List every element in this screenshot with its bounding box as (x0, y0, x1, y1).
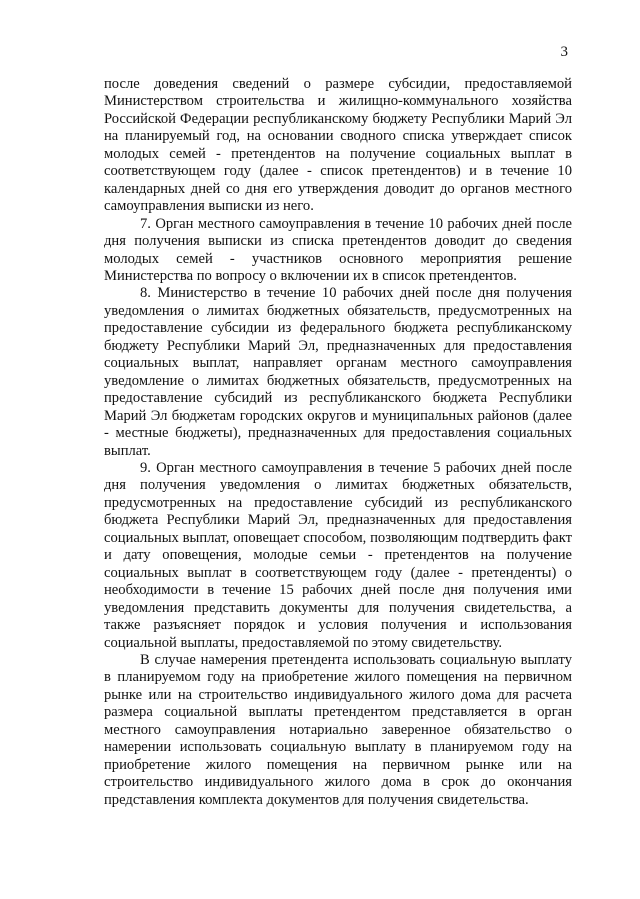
page-number: 3 (560, 44, 568, 60)
paragraph-intent-clause: В случае намерения претендента использовать социальную выплату в планируемом году на приобретение жилого помещения на первичном рынке или на строительство индивидуального жилого дома для расчета размера социальной выплаты претендентом представляется в орган местного самоуправления нотариально заверенное обязательство о намерении использовать социальную выплату в планируемом году на приобретение жилого помещения на первичном рынке или на строительство индивидуального жилого дома в срок до окончания представления комплекта документов для получения свидетельства. (104, 651, 572, 808)
document-body (104, 76, 572, 809)
paragraph-item-9: 9. Орган местного самоуправления в течение 5 рабочих дней после дня получения уведомления о лимитах бюджетных обязательств, предусмотренных на предоставление субсидий из республиканского бюджета Республики Марий Эл, предназначенных для предоставления социальных выплат, оповещает способом, позволяющим подтвердить факт и дату оповещения, молодые семьи - претендентов на получение социальных выплат в соответствующем году (далее - претенденты) о необходимости в течение 15 рабочих дней после дня получения ими уведомления представить документы для получения свидетельства, а также разъясняет порядок и условия получения и использования социальной выплаты, предоставляемой по этому свидетельству. (104, 459, 572, 651)
paragraph-continuation: после доведения сведений о размере субсидии, предоставляемой Министерством строительства и жилищно-коммунального хозяйства Российской Федерации республиканскому бюджету Республики Марий Эл на планируемый год, на основании сводного списка утверждает список молодых семей - претендентов на получение социальных выплат в соответствующем году (далее - список претендентов) и в течение 10 календарных дней со дня его утверждения доводит до органов местного самоуправления выписки из него. (104, 76, 572, 215)
paragraph-item-8: 8. Министерство в течение 10 рабочих дней после дня получения уведомления о лимитах бюджетных обязательств, предусмотренных на предоставление субсидии из федерального бюджета республиканскому бюджету Республики Марий Эл, предназначенных для предоставления социальных выплат, направляет органам местного самоуправления уведомление о лимитах бюджетных обязательств, предусмотренных на предоставление субсидий из республиканского бюджета Республики Марий Эл бюджетам городских округов и муниципальных районов (далее - местные бюджеты), предназначенных для предоставления социальных выплат. (104, 285, 572, 459)
paragraph-item-7: 7. Орган местного самоуправления в течение 10 рабочих дней после дня получения выписки из списка претендентов доводит до сведения молодых семей - участников основного мероприятия решение Министерства по вопросу о включении их в список претендентов. (104, 215, 572, 284)
